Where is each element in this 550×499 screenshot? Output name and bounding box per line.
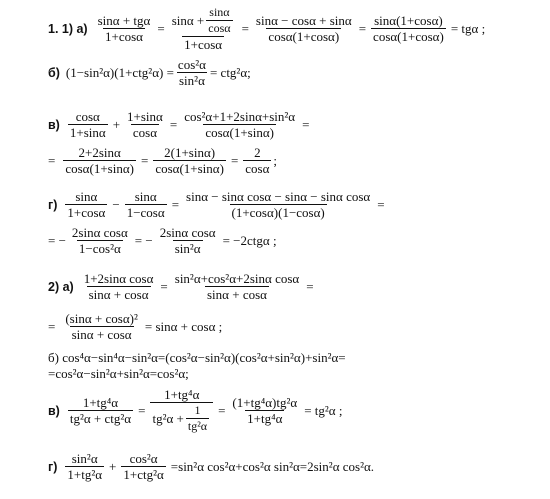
fraction: $\frac{\text{2sinα cosα}}{\text{1−cos²α}}$	[71, 225, 128, 256]
fraction: $\frac{2(1+\sin\alpha)}{\cos\alpha(1+\sin\alpha)}$	[155, 145, 224, 176]
eq-2-a-cont: = $\frac{\text{(sinα + cosα)²}}{\sin\alpha + \cos\alpha}$ = sinα + cosα ;	[48, 311, 223, 342]
fraction: $\frac{\text{sin²α+cos²α+2sinα cosα}}{\sin\alpha + \cos\alpha}$	[174, 271, 300, 302]
eq-1-b: б) (1−sin²α)(1+ctg²α) = $\frac{\text{cos²α}}{\text{sin²α}}$ = ctg²α;	[48, 57, 251, 88]
label-b: б)	[48, 65, 60, 80]
fraction: $\frac{\text{sinα − sinα cosα − sinα − sinα cosα}}{(1+\cos\alpha)(1-\cos\alpha)}$	[186, 189, 371, 220]
fraction: $\frac{\sin\alpha}{1-\cos\alpha}$	[126, 189, 165, 220]
result: = tgα ;	[450, 20, 486, 36]
eq-1-v: в) $\frac{\cos\alpha}{1+\sin\alpha}$ + $\frac{1+\sin\alpha}{\cos\alpha}$ = $\frac{\text{cos²α+1+2sinα+sin²α}}{\cos\alpha(1+\sin\alpha)}$ =	[48, 109, 310, 140]
result: = ctg²α;	[209, 64, 251, 80]
fraction: $\frac{\cos\alpha}{1+\sin\alpha}$	[69, 109, 106, 140]
result: = tg²α ;	[304, 402, 343, 418]
fraction: $\frac{\text{(1+tg⁴α)tg²α}}{\text{1+tg⁴α}}$	[232, 395, 298, 426]
fraction: $\frac{\text{cos²α}}{\text{sin²α}}$	[177, 57, 206, 88]
label-2v: в)	[48, 403, 60, 418]
fraction: $\frac{\text{1+tg⁴α}}{\text{tg²α + ctg²α}}$	[69, 395, 132, 426]
fraction: $\frac{\sin\alpha - \cos\alpha + \sin\alpha}{\cos\alpha(1+\cos\alpha)}$	[255, 13, 352, 44]
eq-2-g: г) $\frac{\text{sin²α}}{\text{1+tg²α}}$ + $\frac{\text{cos²α}}{\text{1+ctg²α}}$ =sin²α cos²α+cos²α sin²α=2sin²α cos²α.	[48, 451, 375, 482]
fraction: 1+tg⁴α tg²α + $\frac{1}{\text{tg²α}}$	[150, 388, 213, 433]
result: = sinα + cosα ;	[144, 318, 223, 334]
fraction: $\frac{2}{\cos\alpha}$	[245, 145, 270, 176]
label-v: в)	[48, 117, 60, 132]
fraction: sinα + $\frac{\sin\alpha}{\cos\alpha}$ 1+cosα	[171, 5, 231, 52]
fraction: $\frac{\text{cos²α}}{\text{1+ctg²α}}$	[123, 451, 164, 482]
fraction: $\frac{\sin\alpha(1+\cos\alpha)}{\cos\alpha(1+\cos\alpha)}$	[373, 13, 444, 44]
fraction: $\frac{\text{sinα + tgα}}{1+\cos\alpha}$	[97, 13, 151, 44]
fraction: $\frac{2+2\sin\alpha}{\cos\alpha(1+\sin\alpha)}$	[65, 145, 134, 176]
eq-2-a: 2) а) $\frac{\text{1+2sinα cosα}}{\sin\alpha + \cos\alpha}$ = $\frac{\text{sin²α+cos²α+2sinα cosα}}{\sin\alpha + \cos\alpha}$ =	[48, 271, 314, 302]
label-2a: 2) а)	[48, 279, 74, 294]
eq-1-v-cont: = $\frac{2+2\sin\alpha}{\cos\alpha(1+\sin\alpha)}$ = $\frac{2(1+\sin\alpha)}{\cos\alpha(1+\sin\alpha)}$ = $\frac{2}{\cos\alpha}$ ;	[48, 145, 278, 176]
fraction: $\frac{1+\sin\alpha}{\cos\alpha}$	[127, 109, 163, 140]
eq-2-b: б) cos⁴α−sin⁴α−sin²α=(cos²α−sin²α)(cos²α+sin²α)+sin²α=	[48, 350, 346, 365]
fraction: $\frac{\text{cos²α+1+2sinα+sin²α}}{\cos\alpha(1+\sin\alpha)}$	[184, 109, 296, 140]
fraction: $\frac{\sin\alpha}{1+\cos\alpha}$	[67, 189, 106, 220]
result: =sin²α cos²α+cos²α sin²α=2sin²α cos²α.	[170, 458, 375, 474]
eq-1-1a: 1. 1) а) $\frac{\text{sinα + tgα}}{1+\cos\alpha}$ = sinα + $\frac{\sin\alpha}{\cos\alpha}$ 1+cosα = $\frac{\sin\alpha - \cos\alpha + \sin\alpha}{\cos\alpha(1+\cos\alpha)}$ = $\frac{\sin\alpha(1+\cos\alpha)}{\cos\alpha(1+\cos\alpha)}$ = tgα ;	[48, 5, 486, 52]
eq-2-b-cont: =cos²α−sin²α+sin²α=cos²α;	[48, 366, 189, 381]
fraction: $\frac{\sin\alpha}{\cos\alpha}$	[208, 5, 231, 35]
result: = −2ctgα ;	[222, 232, 277, 248]
fraction: $\frac{\text{1+2sinα cosα}}{\sin\alpha + \cos\alpha}$	[83, 271, 154, 302]
label-1-1a: 1. 1) а)	[48, 21, 88, 36]
fraction: $\frac{\text{sin²α}}{\text{1+tg²α}}$	[67, 451, 103, 482]
label-g: г)	[48, 197, 58, 212]
fraction: $\frac{1}{\text{tg²α}}$	[187, 403, 208, 433]
fraction: $\frac{\text{(sinα + cosα)²}}{\sin\alpha + \cos\alpha}$	[65, 311, 138, 342]
eq-2-v: в) $\frac{\text{1+tg⁴α}}{\text{tg²α + ctg²α}}$ = 1+tg⁴α tg²α + $\frac{1}{\text{tg²α}}$ = $\frac{\text{(1+tg⁴α)tg²α}}{\text{1+tg⁴α}}$ = tg²α ;	[48, 387, 343, 433]
label-2g: г)	[48, 459, 58, 474]
eq-1-g-cont: = − $\frac{\text{2sinα cosα}}{\text{1−cos²α}}$ = − $\frac{\text{2sinα cosα}}{\text{sin²α}}$ = −2ctgα ;	[48, 225, 277, 256]
fraction: $\frac{\text{2sinα cosα}}{\text{sin²α}}$	[159, 225, 216, 256]
eq-1-g: г) $\frac{\sin\alpha}{1+\cos\alpha}$ − $\frac{\sin\alpha}{1-\cos\alpha}$ = $\frac{\text{sinα − sinα cosα − sinα − sinα cosα}}{(1+\cos\alpha)(1-\cos\alpha)}$ =	[48, 189, 385, 220]
